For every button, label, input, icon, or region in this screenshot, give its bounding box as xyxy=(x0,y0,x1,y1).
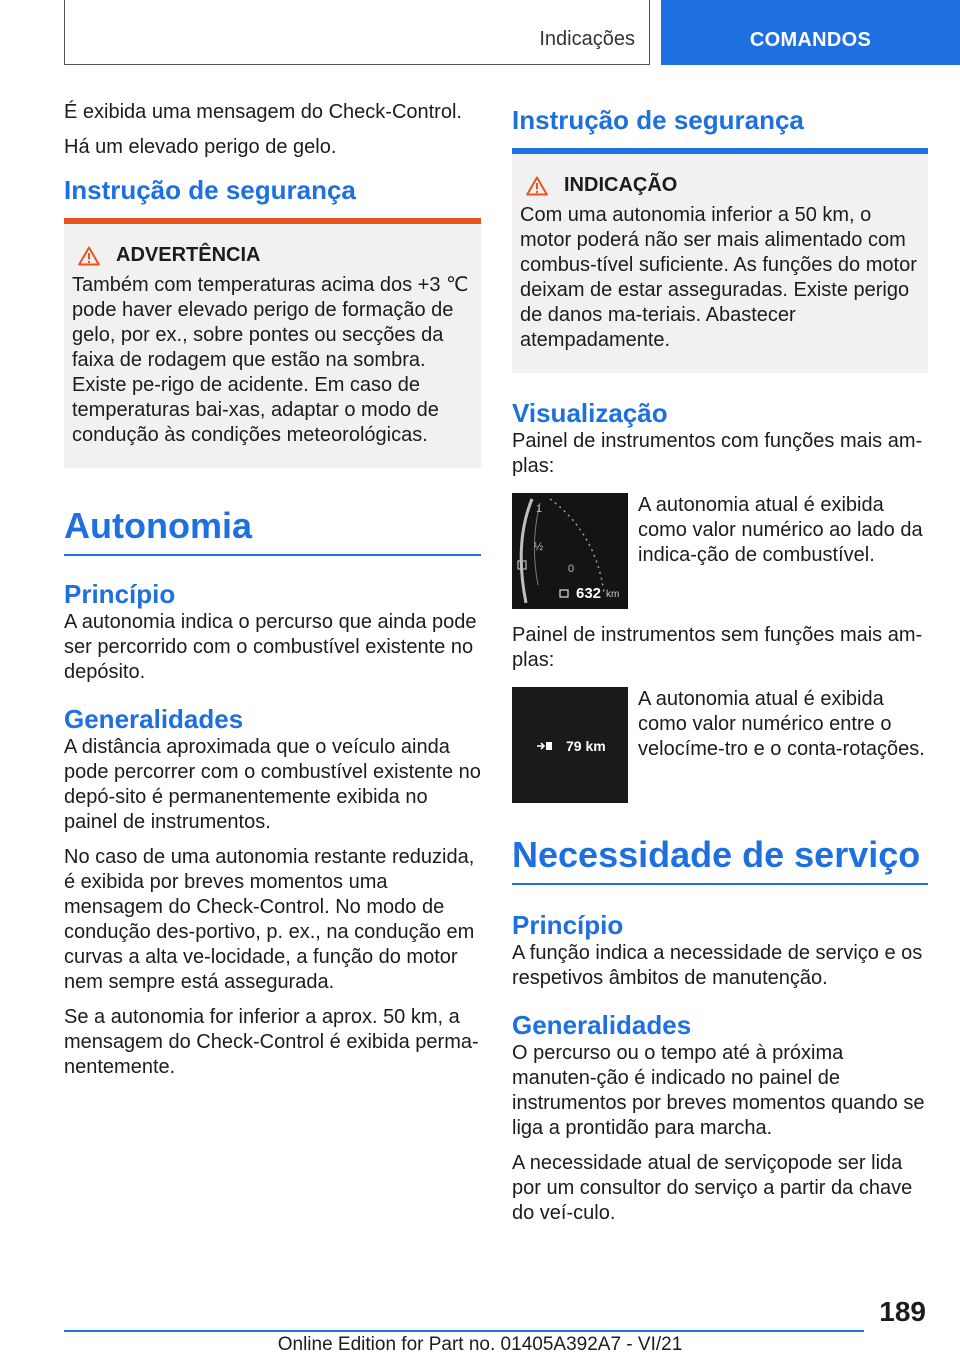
intro-paragraph-2: Há um elevado perigo de gelo. xyxy=(64,136,337,158)
footer-rule xyxy=(64,1330,864,1332)
warning-header xyxy=(78,244,473,267)
principio-heading-right: Princípio xyxy=(512,909,624,940)
page-header xyxy=(0,0,960,66)
figure-row-2 xyxy=(512,687,928,803)
visualizacao-heading: Visualização xyxy=(512,398,668,428)
figure-1-caption: A autonomia atual é exibida como valor numérico ao lado da indica-ção de combustível. xyxy=(638,494,923,566)
notice-triangle-icon xyxy=(526,176,548,196)
section-header-box xyxy=(64,0,650,65)
edition-footer: Online Edition for Part no. 01405A392A7 - VI/21 xyxy=(277,1334,683,1355)
range-value-2: 79 km xyxy=(566,738,606,754)
generalidades-paragraph-1: A distância aproximada que o veículo ainda pode percorrer com o combustível existente no depó-sito é permanentemente exibida no painel de instrumentos. xyxy=(64,735,481,833)
instrument-cluster-image-2 xyxy=(512,687,628,803)
page-number: 189 xyxy=(879,1296,926,1327)
chapter-tab[interactable] xyxy=(661,0,960,65)
figure-2-caption: A autonomia atual é exibida como valor numérico entre o velocíme-tro e o conta-rotações. xyxy=(638,688,925,760)
right-column xyxy=(512,100,928,1236)
range-value-1: 632 xyxy=(576,585,602,602)
instrument-cluster-image-1 xyxy=(512,493,628,609)
generalidades-heading-right: Generalidades xyxy=(512,1009,692,1040)
left-column xyxy=(64,100,481,1090)
notice-header xyxy=(526,174,920,197)
autonomia-rule xyxy=(64,554,481,556)
gauge-tick-half: ½ xyxy=(534,541,544,553)
chapter-title: COMANDOS xyxy=(749,29,872,51)
notice-label: INDICAÇÃO xyxy=(564,174,678,196)
autonomia-heading: Autonomia xyxy=(64,505,252,546)
safety-heading: Instrução de segurança xyxy=(64,175,356,205)
notice-text: Com uma autonomia inferior a 50 km, o motor poderá não ser mais alimentado com combus-tível suficiente. As funções do motor deixam de estar asseguradas. Existe perigo de danos ma-teriais. Abastecer atempadamente. xyxy=(520,204,917,351)
safety-heading-right: Instrução de segurança xyxy=(512,105,804,135)
principio-heading: Princípio xyxy=(64,578,176,609)
servico-heading: Necessidade de serviço xyxy=(512,834,921,875)
visualizacao-paragraph-1: Painel de instrumentos com funções mais am-plas: xyxy=(512,430,923,477)
principio-text: A autonomia indica o percurso que ainda pode ser percorrido com o combustível existente no depósito. xyxy=(64,610,477,683)
visualizacao-paragraph-2: Painel de instrumentos sem funções mais am-plas: xyxy=(512,624,923,671)
intro-paragraph-1: É exibida uma mensagem do Check-Control. xyxy=(64,101,462,123)
range-unit-1: km xyxy=(606,589,620,600)
warning-text: Também com temperaturas acima dos +3 ℃ pode haver elevado perigo de formação de gelo, por ex., sobre pontes ou secções da faixa de rodagem que estão na sombra. Existe pe-rigo de acidente. Em caso de temperaturas bai-xas, adaptar o modo de condução às condições meteorológicas. xyxy=(72,274,469,446)
section-title: Indicações xyxy=(539,28,635,50)
servico-rule xyxy=(512,883,928,885)
figure-row-1 xyxy=(512,493,928,609)
fuel-range-icon xyxy=(536,740,554,752)
notice-box xyxy=(512,154,928,373)
generalidades-heading: Generalidades xyxy=(64,703,244,734)
generalidades-paragraph-right-2: A necessidade atual de serviçopode ser lida por um consultor do serviço a partir da chave do veí-culo. xyxy=(512,1151,913,1224)
generalidades-paragraph-right-1: O percurso ou o tempo até à próxima manuten-ção é indicado no painel de instrumentos por breves momentos quando se liga a prontidão para marcha. xyxy=(512,1041,925,1139)
gauge-tick-0: 0 xyxy=(568,563,575,575)
warning-triangle-icon xyxy=(78,246,100,266)
warning-label: ADVERTÊNCIA xyxy=(116,244,261,266)
principio-text-right: A função indica a necessidade de serviço e os respetivos âmbitos de manutenção. xyxy=(512,941,923,989)
generalidades-paragraph-2: No caso de uma autonomia restante reduzida, é exibida por breves momentos uma mensagem do Check-Control. No modo de condução des-portivo, p. ex., na condução em curvas a alta ve-locidade, a função do motor nem sempre está assegurada. xyxy=(64,845,475,993)
gauge-tick-1: 1 xyxy=(536,503,543,515)
warning-box xyxy=(64,224,481,468)
generalidades-paragraph-3: Se a autonomia for inferior a aprox. 50 km, a mensagem do Check-Control é exibida perma-nentemente. xyxy=(64,1005,479,1078)
